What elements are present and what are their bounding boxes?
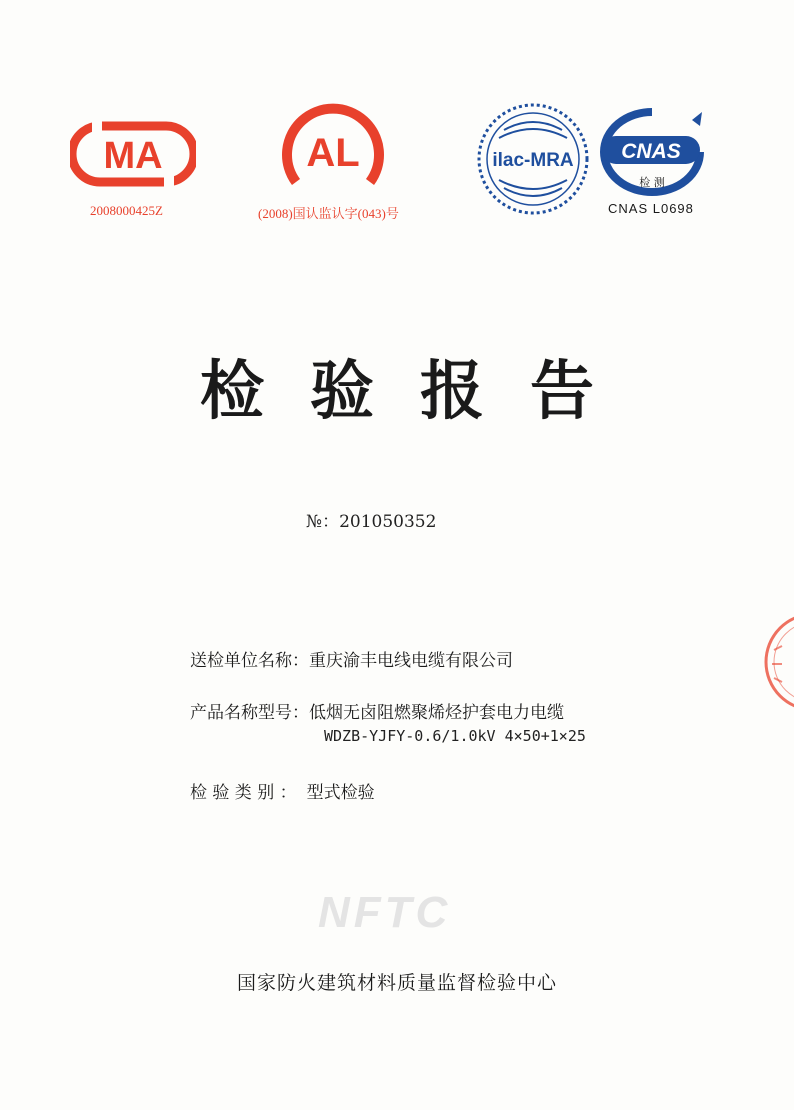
cal-number: (2008)国认监认字(043)号 bbox=[258, 206, 399, 221]
page-title: 检验报告 bbox=[200, 355, 640, 429]
product-field bbox=[190, 698, 564, 723]
product-value: 低烟无卤阻燃聚烯烃护套电力电缆 bbox=[309, 703, 564, 723]
report-number-label: №： bbox=[306, 512, 340, 532]
cnas-logo bbox=[596, 106, 708, 196]
client-field bbox=[190, 646, 513, 671]
inspection-type-value: 型式检验 bbox=[306, 783, 375, 803]
cal-logo-text: AL bbox=[306, 131, 360, 175]
inspection-type-field bbox=[190, 778, 375, 803]
product-model: WDZB-YJFY-0.6/1.0kV 4×50+1×25 bbox=[324, 727, 586, 745]
cma-number: 2008000425Z bbox=[90, 203, 163, 218]
report-number-value: 201050352 bbox=[339, 512, 437, 532]
cal-logo bbox=[278, 100, 388, 200]
cma-logo-text: MA bbox=[103, 135, 163, 177]
client-value: 重庆渝丰电线电缆有限公司 bbox=[309, 651, 513, 671]
inspection-type-label: 检 验 类 别 ： bbox=[190, 783, 297, 803]
ilac-mra-logo bbox=[474, 100, 592, 218]
ilac-mra-logo-text: ilac-MRA bbox=[492, 150, 574, 171]
client-label: 送检单位名称： bbox=[190, 651, 309, 671]
product-label: 产品名称型号： bbox=[190, 703, 309, 723]
cnas-number: CNAS L0698 bbox=[608, 201, 694, 216]
cnas-logo-text: CNAS bbox=[621, 140, 681, 163]
official-stamp bbox=[752, 612, 794, 716]
nftc-watermark: NFTC bbox=[318, 888, 452, 937]
cnas-subtitle: 检 测 bbox=[639, 176, 665, 189]
report-number bbox=[306, 507, 436, 532]
cma-logo bbox=[70, 118, 196, 190]
issuing-organization: 国家防火建筑材料质量监督检验中心 bbox=[236, 972, 557, 994]
